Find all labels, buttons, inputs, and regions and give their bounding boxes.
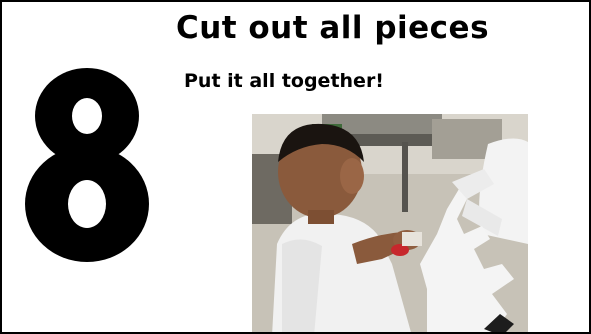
slide-subtitle: Put it all together! [184, 70, 384, 92]
student-photo [252, 114, 528, 334]
step-number-8 [22, 64, 152, 264]
slide-title: Cut out all pieces [175, 10, 490, 46]
